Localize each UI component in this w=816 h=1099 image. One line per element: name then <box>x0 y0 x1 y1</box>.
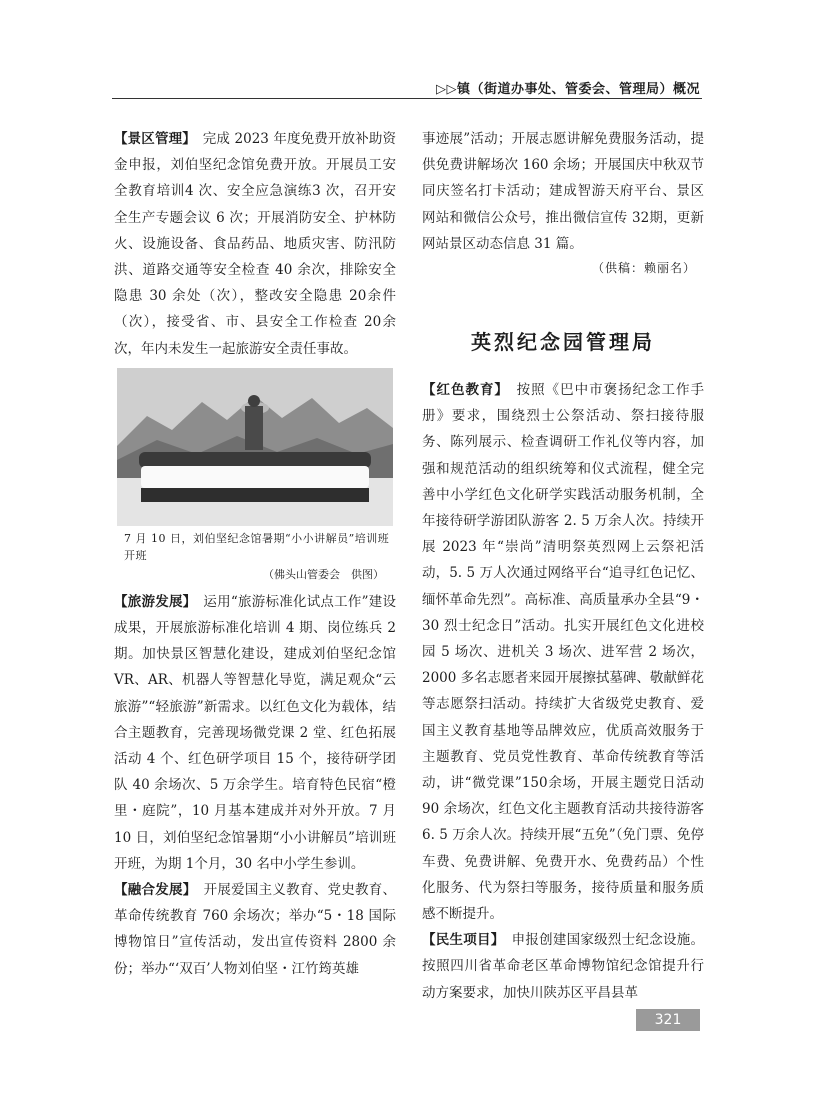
section-tag: 【旅游发展】 <box>114 593 190 610</box>
section-tag: 【红色教育】 <box>422 382 503 399</box>
paragraph-text: 完成 2023 年度免费开放补助资金申报，刘伯坚纪念馆免费开放。开展员工安全教育培训4 次、安全应急演练3 次，召开安全生产专题会议 6 次；开展消防安全、护林防火、设施设备、食品药品、地质灾害、防汛防洪、道路交通等安全检查 40 余次，排除安全隐患 30 余处（次），整改安全隐患 20余件（次），接受省、市、县安全工作检查 20余次，年内未发生一起旅游安全责任事故。 <box>114 131 396 357</box>
paragraph-red-education <box>422 377 704 927</box>
paragraph-text: 运用“旅游标准化试点工作”建设成果，开展旅游标准化培训 4 期、岗位练兵 2 期。加快景区智慧化建设，建成刘伯坚纪念馆 VR、AR、机器人等智慧化导览，满足观众“云旅游”“轻旅游”新需求。以红色文化为载体，结合主题教育，完善现场微党课 2 堂、红色拓展活动 4 个、红色研学项目 15 个，接待研学团队 40 余场次、5 万余学生。培育特色民宿“橙里・庭院”，10 月基本建成并对外开放。7 月 10 日，刘伯坚纪念馆暑期“小小讲解员”培训班开班，为期 1个月，30 名中小学生参训。 <box>114 593 397 872</box>
paragraph-continued: 事迹展”活动；开展志愿讲解免费服务活动，提供免费讲解场次 160 余场；开展国庆中秋双节同庆签名打卡活动；建成智游天府平台、景区网站和微信公众号，推出微信宣传 32期，更新网站景区动态信息 31 篇。 <box>422 131 704 252</box>
section-tag: 【融合发展】 <box>114 882 190 899</box>
section-tag: 【景区管理】 <box>114 131 190 147</box>
left-column <box>114 126 396 982</box>
running-header <box>112 76 702 99</box>
photo-credit: （佛头山管委会 供图） <box>263 567 384 581</box>
memorial-group-photo <box>117 368 393 526</box>
paragraph-text: 按照《巴中市褒扬纪念工作手册》要求，围绕烈士公祭活动、祭扫接待服务、陈列展示、检查调研工作礼仪等内容，加强和规范活动的组织统筹和仪式流程，健全完善中小学红色文化研学实践活动服务机制，全年接待研学游团队游客 2. 5 万余人次。持续开展 2023 年“崇尚”清明祭英烈网上云祭祀活动，5. 5 万人次通过网络平台“追寻红色记忆、缅怀革命先烈”。高标准、高质量承办全县“9・30 烈士纪念日”活动。扎实开展红色文化进校园 5 场次、进机关 3 场次、进军营 2 场次，2000 多名志愿者来园开展擦拭墓碑、敬献鲜花等志愿祭扫活动。持续扩大省级党史教育、爱国主义教育基地等品牌效应，优质高效服务于主题教育、党员党性教育、革命传统教育等活动，讲“微党课”150余场，开展主题党日活动 90 余场次，红色文化主题教育活动共接待游客 6. 5 万余人次。持续开展“五免”（免门票、免停车费、免费讲解、免费开水、免费药品）个性化服务、代为祭扫等服务，接待质量和服务质感不断提升。 <box>422 382 705 923</box>
section-title: 英烈纪念园管理局 <box>471 330 655 355</box>
page-number: 321 <box>636 1009 700 1031</box>
paragraph-text: 申报创建国家级烈士纪念设施。按照四川省革命老区革命博物馆纪念馆提升行动方案要求，加快川陕苏区平昌县革 <box>422 932 705 1001</box>
paragraph-scenic-management <box>114 126 396 362</box>
paragraph-tourism-development <box>114 589 396 877</box>
photo-illustration <box>117 368 393 526</box>
header-title: ▷▷镇（街道办事处、管委会、管理局）概况 <box>436 82 700 97</box>
section-tag: 【民生项目】 <box>422 932 498 949</box>
paragraph-integrated-development <box>114 877 396 982</box>
right-column <box>422 126 704 1006</box>
paragraph-text: 开展爱国主义教育、党史教育、革命传统教育 760 余场次；举办“5・18 国际博物馆日”宣传活动，发出宣传资料 2800 余份；举办“‘双百’人物刘伯坚・江竹筠英雄 <box>114 882 397 977</box>
photo-caption: 7 月 10 日，刘伯坚纪念馆暑期“小小讲解员”培训班开班 <box>124 531 390 562</box>
author-credit: （供稿：赖丽名） <box>591 261 696 276</box>
paragraph-livelihood-projects <box>422 927 704 1006</box>
